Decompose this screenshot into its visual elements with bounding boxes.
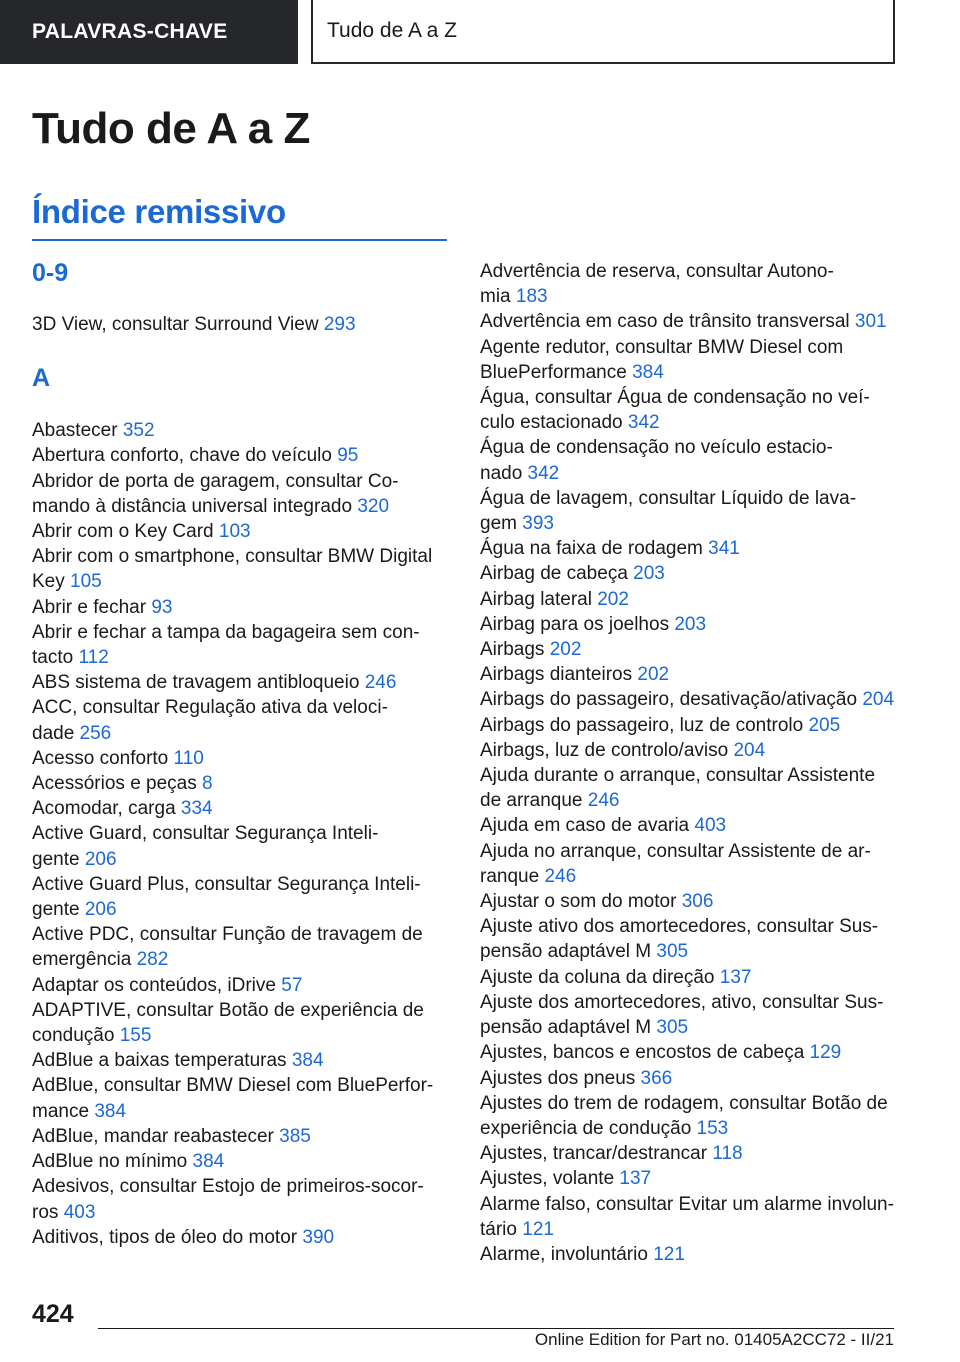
edition-note: Online Edition for Part no. 01405A2CC72 - II/21 [534, 1330, 894, 1349]
index-entry [32, 872, 447, 922]
index-entry [480, 335, 900, 385]
index-entry-text: Airbag para os joelhos 203 [480, 613, 707, 635]
index-entry-text: Airbags do passageiro, luz de controlo 205 [480, 714, 841, 736]
section-divider [32, 239, 447, 241]
index-entry [32, 771, 447, 796]
index-entry [480, 536, 900, 561]
index-entry-text: Água na faixa de rodagem 341 [480, 538, 740, 560]
index-entry-text: AdBlue, consultar BMW Diesel com BluePerfor- [32, 1075, 434, 1097]
page-reference-link[interactable]: 202 [549, 639, 582, 661]
page-reference-link[interactable]: 246 [364, 672, 397, 694]
index-entry-text: ADAPTIVE, consultar Botão de experiência de [32, 999, 424, 1021]
page-header [0, 0, 960, 66]
index-entry-text: Abrir e fechar a tampa da bagageira sem con- [32, 621, 420, 643]
page-reference-link[interactable]: 384 [94, 1100, 127, 1122]
index-entry-text: condução 155 [32, 1025, 152, 1047]
index-entry-text: mance 384 [32, 1100, 127, 1122]
index-entry-text: Abastecer 352 [32, 420, 155, 442]
index-entry-text: Active Guard Plus, consultar Segurança Inteli- [32, 873, 421, 895]
page-reference-link[interactable]: 403 [63, 1201, 96, 1223]
index-entry-text: gente 206 [32, 899, 117, 921]
page-title: Tudo de A a Z [32, 104, 310, 153]
index-entry-text: tacto 112 [32, 647, 109, 669]
page-reference-link[interactable]: 137 [719, 966, 752, 988]
page-reference-link[interactable]: 95 [337, 445, 359, 467]
page-reference-link[interactable]: 112 [78, 647, 109, 669]
index-column-right [480, 259, 900, 1267]
page-reference-link[interactable]: 129 [809, 1042, 842, 1064]
page-reference-link[interactable]: 385 [279, 1125, 311, 1147]
index-entry-text: Água, consultar Água de condensação no veí- [480, 387, 870, 409]
index-entry [480, 1141, 900, 1166]
index-entry [480, 839, 900, 889]
page-reference-link[interactable]: 256 [79, 722, 112, 744]
page-reference-link[interactable]: 306 [681, 891, 714, 913]
index-entry-text: Acesso conforto 110 [32, 747, 204, 769]
index-entry [480, 1091, 900, 1141]
index-entry-text: gente 206 [32, 848, 117, 870]
index-entry [32, 1225, 447, 1250]
index-entry-text: Active PDC, consultar Função de travagem de [32, 924, 423, 946]
index-entry-text: Abertura conforto, chave do veículo 95 [32, 445, 359, 467]
section-tab: PALAVRAS-CHAVE [0, 0, 298, 64]
index-entry [32, 312, 447, 337]
index-entry-text: culo estacionado 342 [480, 412, 660, 434]
index-entry-text: Ajustes, trancar/destrancar 118 [480, 1143, 743, 1165]
index-entry [32, 1124, 447, 1149]
index-entry-text: Adaptar os conteúdos, iDrive 57 [32, 974, 303, 996]
index-entry-text: ros 403 [32, 1201, 96, 1223]
index-entry [32, 620, 447, 670]
page-reference-link[interactable]: 403 [694, 815, 727, 837]
index-entry-text: Abrir e fechar 93 [32, 596, 173, 618]
page-reference-link[interactable]: 246 [544, 865, 577, 887]
index-entry [480, 662, 900, 687]
chapter-tab: Tudo de A a Z [311, 0, 895, 64]
page-number: 424 [32, 1300, 74, 1328]
index-entry-text: AdBlue no mínimo 384 [32, 1151, 225, 1173]
index-entry-text: Ajuste dos amortecedores, ativo, consultar Sus- [480, 991, 884, 1013]
page-reference-link[interactable]: 118 [712, 1143, 743, 1165]
page-reference-link[interactable]: 204 [862, 689, 895, 711]
index-entry [32, 595, 447, 620]
index-entry-text: Ajuste da coluna da direção 137 [480, 966, 752, 988]
index-entry [480, 587, 900, 612]
index-entry-text: ACC, consultar Regulação ativa da veloci- [32, 697, 388, 719]
page-reference-link[interactable]: 342 [627, 412, 660, 434]
index-entry [32, 1048, 447, 1073]
page-reference-link[interactable]: 384 [291, 1050, 324, 1072]
index-entry-text: Airbag lateral 202 [480, 588, 629, 610]
index-entry-text: Alarme falso, consultar Evitar um alarme involun- [480, 1193, 894, 1215]
page-reference-link[interactable]: 384 [192, 1151, 225, 1173]
footer-divider [98, 1328, 894, 1329]
index-entry [32, 1073, 447, 1123]
index-entry-text: gem 393 [480, 513, 554, 535]
index-entry [32, 821, 447, 871]
index-entry [480, 813, 900, 838]
index-entry-text: Alarme, involuntário 121 [480, 1243, 685, 1265]
page-reference-link[interactable]: 282 [136, 949, 169, 971]
index-entry [480, 637, 900, 662]
index-entry-text: mando à distância universal integrado 320 [32, 495, 390, 517]
index-entry [32, 746, 447, 771]
index-entry-text: Adesivos, consultar Estojo de primeiros-socor- [32, 1176, 424, 1198]
index-entry-text: Abrir com o smartphone, consultar BMW Digital [32, 546, 433, 568]
index-entry-text: Agente redutor, consultar BMW Diesel com [480, 336, 844, 358]
index-entry-text: Airbags 202 [480, 639, 582, 661]
index-entry-text: pensão adaptável M 305 [480, 1017, 689, 1039]
page-reference-link[interactable]: 57 [281, 974, 303, 996]
index-entry [32, 469, 447, 519]
page-reference-link[interactable]: 390 [302, 1226, 335, 1248]
page-reference-link[interactable]: 8 [202, 773, 213, 795]
index-entry [32, 922, 447, 972]
page-reference-link[interactable]: 301 [854, 311, 887, 333]
index-entry-text: Abrir com o Key Card 103 [32, 521, 251, 543]
index-entry [480, 1040, 900, 1065]
index-entry [32, 998, 447, 1048]
index-entry [480, 309, 900, 334]
index-entry [480, 259, 900, 309]
index-entry-text: Aditivos, tipos de óleo do motor 390 [32, 1226, 335, 1248]
index-entry-text: mia 183 [480, 286, 548, 308]
index-entry [480, 385, 900, 435]
index-entry-text: AdBlue, mandar reabastecer 385 [32, 1125, 311, 1147]
index-entry-text: Airbag de cabeça 203 [480, 563, 665, 585]
index-entry-text: Água de lavagem, consultar Líquido de lava- [480, 487, 857, 509]
index-entry-text: Ajustes, volante 137 [480, 1168, 652, 1190]
index-entry-text: Airbags do passageiro, desativação/ativação 204 [480, 689, 895, 711]
index-entry-text: Abridor de porta de garagem, consultar Co- [32, 470, 399, 492]
index-entry-text: nado 342 [480, 462, 560, 484]
page-reference-link[interactable]: 103 [218, 521, 251, 543]
index-entry-text: Advertência de reserva, consultar Autono- [480, 261, 834, 282]
page-reference-link[interactable]: 293 [323, 314, 356, 335]
index-entry [480, 687, 900, 712]
page-reference-link[interactable]: 203 [633, 563, 665, 585]
index-entry [480, 914, 900, 964]
index-entry-text: Ajustes dos pneus 366 [480, 1067, 673, 1089]
index-column-left [32, 258, 447, 1250]
page-reference-link[interactable]: 206 [84, 848, 117, 870]
index-entry [480, 1166, 900, 1191]
page-reference-link[interactable]: 305 [656, 1017, 689, 1039]
index-entry-text: dade 256 [32, 722, 112, 744]
index-entry [480, 612, 900, 637]
page-reference-link[interactable]: 393 [522, 513, 554, 535]
index-entry-text: Ajuda durante o arranque, consultar Assistente [480, 765, 876, 787]
index-entry-text: Ajustes do trem de rodagem, consultar Botão de [480, 1092, 888, 1114]
index-entry [480, 713, 900, 738]
section-title: Índice remissivo [32, 193, 286, 230]
index-entry [32, 1174, 447, 1224]
index-entry [32, 443, 447, 468]
page-reference-link[interactable]: 320 [357, 495, 390, 517]
index-entry-text: Acomodar, carga 334 [32, 798, 213, 820]
page-reference-link[interactable]: 105 [70, 571, 102, 593]
page-reference-link[interactable]: 206 [84, 899, 117, 921]
page-reference-link[interactable]: 334 [180, 798, 213, 820]
index-entry-text: ABS sistema de travagem antibloqueio 246 [32, 672, 397, 694]
page-reference-link[interactable]: 202 [637, 664, 670, 686]
index-entry-text: Airbags dianteiros 202 [480, 664, 670, 686]
index-entry-text: Airbags, luz de controlo/aviso 204 [480, 739, 766, 761]
index-entry-text: emergência 282 [32, 949, 169, 971]
index-entry-text: Advertência em caso de trânsito transversal 301 [480, 311, 887, 333]
index-entry [32, 973, 447, 998]
index-entry-text: Ajustes, bancos e encostos de cabeça 129 [480, 1042, 842, 1064]
page-reference-link[interactable]: 352 [122, 420, 155, 442]
index-entry-text: BluePerformance 384 [480, 361, 664, 383]
index-entry-text: Ajuda em caso de avaria 403 [480, 815, 727, 837]
index-entry-text: AdBlue a baixas temperaturas 384 [32, 1050, 324, 1072]
index-entry-text: ranque 246 [480, 865, 577, 887]
page-reference-link[interactable]: 366 [640, 1067, 673, 1089]
index-entry-text: tário 121 [480, 1218, 554, 1240]
index-entry-text: Água de condensação no veículo estacio- [480, 437, 833, 459]
page-reference-link[interactable]: 342 [527, 462, 560, 484]
page-reference-link[interactable]: 341 [708, 538, 740, 560]
index-entry [480, 990, 900, 1040]
index-entry-text: Active Guard, consultar Segurança Inteli- [32, 823, 379, 845]
index-entry [480, 965, 900, 990]
index-entry [32, 695, 447, 745]
page-reference-link[interactable]: 155 [119, 1025, 152, 1047]
index-entry [480, 1066, 900, 1091]
index-entry-text: de arranque 246 [480, 790, 620, 812]
page-reference-link[interactable]: 384 [632, 361, 664, 383]
index-entry [480, 561, 900, 586]
index-entry [480, 738, 900, 763]
page-reference-link[interactable]: 204 [733, 739, 766, 761]
index-entry [480, 889, 900, 914]
page-reference-link[interactable]: 305 [656, 941, 689, 963]
page-reference-link[interactable]: 183 [515, 286, 548, 308]
index-entry-text: Ajuda no arranque, consultar Assistente de ar- [480, 840, 871, 862]
page-reference-link[interactable]: 93 [151, 596, 173, 618]
index-entry [32, 670, 447, 695]
index-entry [480, 763, 900, 813]
index-entry [480, 486, 900, 536]
index-entry-text: Acessórios e peças 8 [32, 773, 213, 795]
index-letter-heading: A [32, 364, 51, 393]
index-entry-text: experiência de condução 153 [480, 1117, 729, 1139]
page-reference-link[interactable]: 202 [597, 588, 629, 610]
index-entry-text: Ajustar o som do motor 306 [480, 891, 714, 913]
index-entry-text: Ajuste ativo dos amortecedores, consultar Sus- [480, 916, 879, 938]
page-reference-link[interactable]: 203 [674, 613, 707, 635]
page-reference-link[interactable]: 137 [619, 1168, 652, 1190]
page-reference-link[interactable]: 110 [173, 747, 204, 769]
page-reference-link[interactable]: 153 [696, 1117, 729, 1139]
index-entry [480, 435, 900, 485]
page-reference-link[interactable]: 205 [808, 714, 841, 736]
index-entry [32, 1149, 447, 1174]
page-reference-link[interactable]: 121 [522, 1218, 554, 1240]
index-entry-text: pensão adaptável M 305 [480, 941, 689, 963]
index-entry [32, 796, 447, 821]
index-entry-text: 3D View, consultar Surround View 293 [32, 314, 356, 335]
index-entry [480, 1242, 900, 1267]
index-entry-text: Key 105 [32, 571, 102, 593]
page-reference-link[interactable]: 121 [653, 1243, 685, 1265]
index-entry [480, 1192, 900, 1242]
index-entry [32, 418, 447, 443]
index-entry [32, 544, 447, 594]
page-reference-link[interactable]: 246 [587, 790, 620, 812]
index-letter-heading: 0-9 [32, 259, 69, 287]
index-entry [32, 519, 447, 544]
